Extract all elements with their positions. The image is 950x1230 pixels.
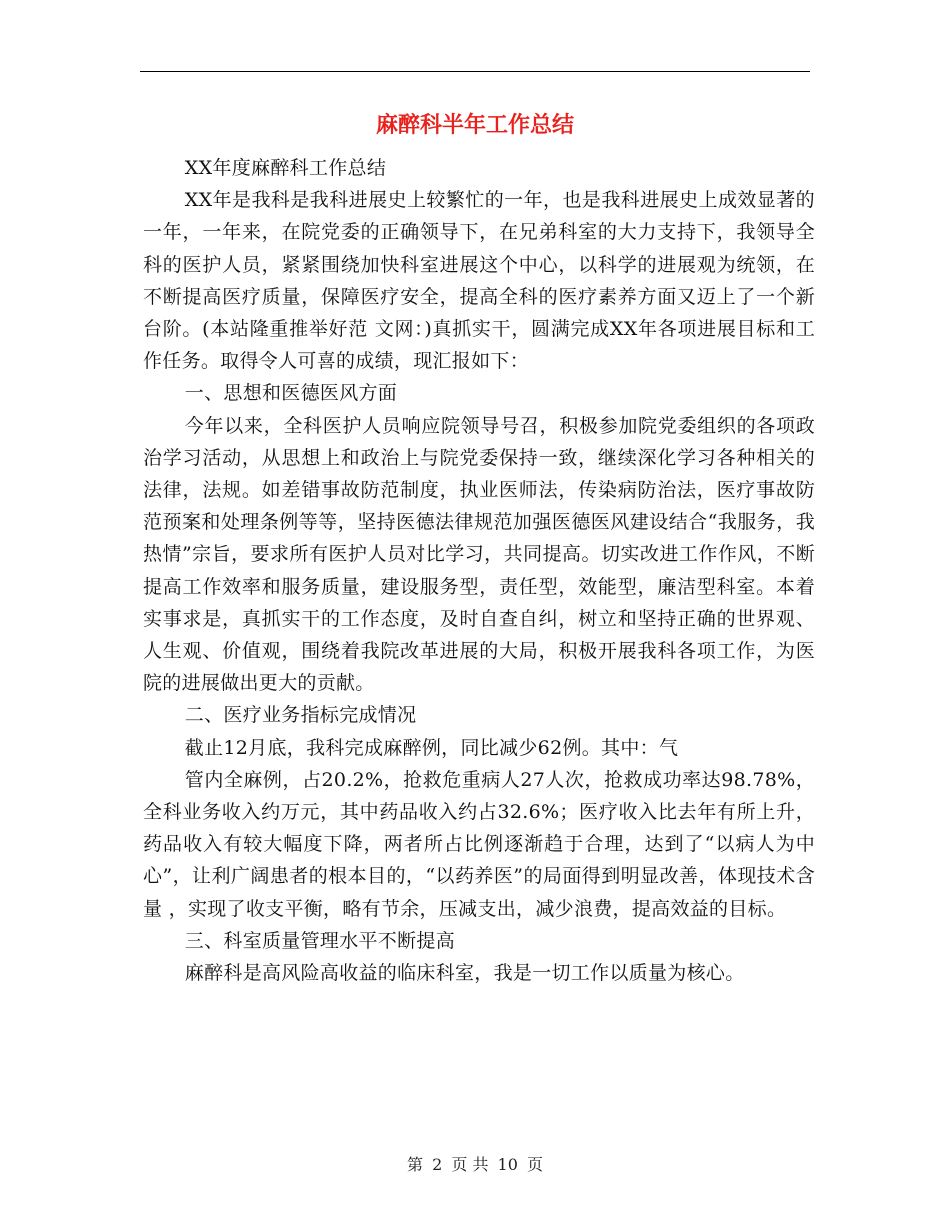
subtitle-paragraph: XX年度麻醉科工作总结: [184, 157, 387, 179]
section-heading-1: 一、思想和医德医风方面: [184, 382, 398, 405]
section-heading-2: 二、医疗业务指标完成情况: [184, 704, 417, 727]
page-label-prefix: 第: [406, 1155, 423, 1174]
intro-paragraph: XX年是我科是我科进展史上较繁忙的一年，也是我科进展史上成效显著的一年，一年来，在院党委的正确领导下，在兄弟科室的大力支持下，我领导全科的医护人员，紧紧围绕加快科室进展这个中心，以科学的进展观为统领，在不断提高医疗质量，保障医疗安全，提高全科的医疗素养方面又迈上了一个新台阶。(本站隆重推举好范 文网：)真抓实干，圆满完成XX年各项进展目标和工作任务。取得令人可喜的成绩，现汇报如下：: [143, 189, 815, 373]
page-label-mid: 页 共: [451, 1155, 489, 1174]
section-2-paragraph-a: 截止12月底，我科完成麻醉例，同比减少62例。其中：气: [184, 736, 679, 759]
document-title: 麻醉科半年工作总结: [375, 113, 574, 138]
page-label-suffix: 页: [527, 1155, 544, 1174]
section-1-paragraph: 今年以来，全科医护人员响应院领导号召，积极参加院党委组织的各项政治学习活动，从思想上和政治上与院党委保持一致，继续深化学习各种相关的法律，法规。如差错事故防范制度，执业医师法，传染病防治法，医疗事故防范预案和处理条例等等，坚持医德法律规范加强医德医风建设结合“我服务，我热情”宗旨，要求所有医护人员对比学习，共同提高。切实改进工作作风，不断提高工作效率和服务质量，建设服务型，责任型，效能型，廉洁型科室。本着实事求是，真抓实干的工作态度，及时自查自纠，树立和坚持正确的世界观、人生观、价值观，围绕着我院改革进展的大局，积极开展我科各项工作，为医院的进展做出更大的贡献。: [143, 414, 815, 695]
section-3-paragraph: 麻醉科是高风险高收益的临床科室，我是一切工作以质量为核心。: [184, 962, 745, 985]
total-pages-number: 10: [497, 1155, 518, 1174]
current-page-number: 2: [432, 1155, 443, 1174]
page-footer: [140, 1153, 810, 1177]
document-body: [143, 152, 815, 989]
section-heading-3: 三、科室质量管理水平不断提高: [184, 929, 455, 952]
section-2-paragraph-b: 管内全麻例，占20.2%，抢救危重病人27人次，抢救成功率达98.78%，全科业务收入约万元，其中药品收入约占32.6%；医疗收入比去年有所上升，药品收入有较大幅度下降，两者所占比例逐渐趋于合理，达到了“以病人为中心”，让利广阔患者的根本目的，“以药养医”的局面得到明显改善，体现技术含量 ，实现了收支平衡，略有节余，压减支出，减少浪费，提高效益的目标。: [143, 768, 815, 920]
header-rule: [140, 71, 810, 72]
